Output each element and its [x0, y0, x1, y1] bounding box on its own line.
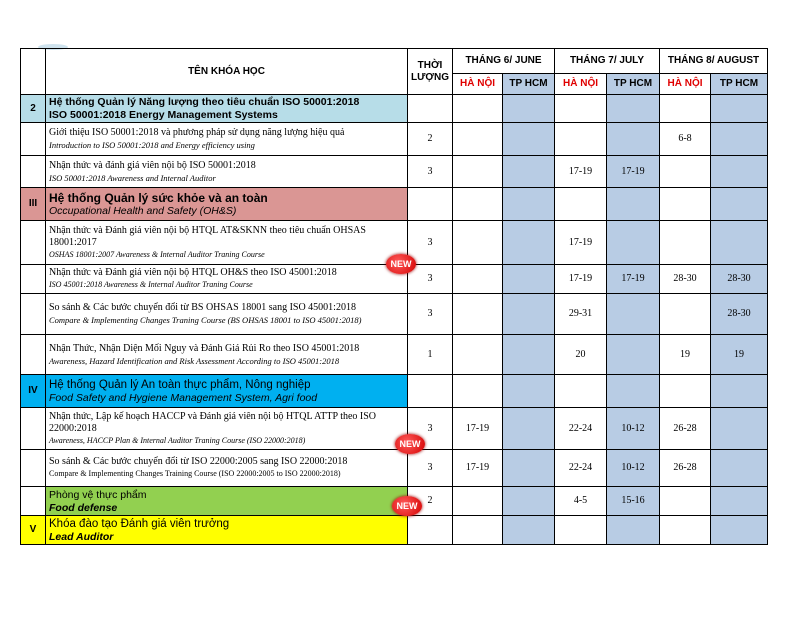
date-cell: [453, 221, 503, 265]
date-cell: 15-16: [607, 487, 660, 516]
section-row-lead-auditor: [21, 516, 768, 545]
city-hcm-june: TP HCM: [503, 74, 555, 95]
date-cell: 26-28: [660, 408, 711, 450]
course-duration: 3: [408, 221, 453, 265]
course-row: [21, 294, 768, 335]
date-cell: [453, 265, 503, 294]
date-cell: 17-19: [453, 408, 503, 450]
section-number: IV: [21, 375, 46, 408]
header-month-july: THÁNG 7/ JULY: [555, 49, 660, 74]
date-cell: [607, 294, 660, 335]
course-row: [21, 335, 768, 375]
date-cell: [660, 294, 711, 335]
section-title: Khóa đào tạo Đánh giá viên trưởng Lead Auditor: [46, 516, 408, 545]
date-cell: 4-5: [555, 487, 607, 516]
date-cell: [711, 156, 768, 188]
course-duration: 3: [408, 294, 453, 335]
date-cell: [503, 221, 555, 265]
section-row-energy: [21, 95, 768, 123]
date-cell: [607, 221, 660, 265]
date-cell: 29-31: [555, 294, 607, 335]
header-row: [21, 49, 768, 74]
course-title: Nhận thức, Lập kế hoạch HACCP và Đánh giá viên nội bộ HTQL ATTP theo ISO 22000:2018 Awareness, HACCP Plan & Internal Auditor Traning Course (ISO 22000:2018): [46, 408, 408, 450]
date-cell: [607, 335, 660, 375]
date-cell: 22-24: [555, 450, 607, 487]
section-number: 2: [21, 95, 46, 123]
date-cell: 17-19: [555, 156, 607, 188]
header-month-august: THÁNG 8/ AUGUST: [660, 49, 768, 74]
date-cell: [503, 265, 555, 294]
course-duration: 1: [408, 335, 453, 375]
city-hanoi-june: HÀ NỘI: [453, 74, 503, 95]
section-row-ohs: [21, 188, 768, 221]
course-row: [21, 156, 768, 188]
course-duration: 2: [408, 487, 453, 516]
date-cell: 17-19: [555, 265, 607, 294]
course-duration: 3: [408, 450, 453, 487]
date-cell: [453, 156, 503, 188]
course-title: Giới thiệu ISO 50001:2018 và phương pháp sử dụng năng lượng hiệu quả Introduction to ISO 50001:2018 and Energy efficiency using: [46, 123, 408, 156]
course-duration: 3: [408, 156, 453, 188]
date-cell: [503, 487, 555, 516]
date-cell: 28-30: [711, 265, 768, 294]
course-title: Phòng vệ thực phẩm Food defense: [46, 487, 408, 516]
date-cell: [503, 450, 555, 487]
date-cell: 19: [660, 335, 711, 375]
date-cell: [711, 450, 768, 487]
date-cell: 10-12: [607, 408, 660, 450]
header-num-cell: [21, 49, 46, 95]
city-hcm-august: TP HCM: [711, 74, 768, 95]
section-number: V: [21, 516, 46, 545]
course-title: So sánh & Các bước chuyển đổi từ BS OHSAS 18001 sang ISO 45001:2018 Compare & Implementing Changes Traning Course (BS OHSAS 18001 to ISO 45001:2018): [46, 294, 408, 335]
new-badge: NEW: [386, 254, 416, 274]
city-hanoi-august: HÀ NỘI: [660, 74, 711, 95]
section-title: Hệ thống Quản lý An toàn thực phẩm, Nông nghiệp Food Safety and Hygiene Management System, Agri food: [46, 375, 408, 408]
course-duration: 3: [408, 265, 453, 294]
date-cell: [503, 294, 555, 335]
city-hcm-july: TP HCM: [607, 74, 660, 95]
date-cell: [453, 335, 503, 375]
date-cell: 28-30: [711, 294, 768, 335]
new-badge: NEW: [395, 434, 425, 454]
date-cell: 10-12: [607, 450, 660, 487]
date-cell: 17-19: [555, 221, 607, 265]
course-duration: 3: [408, 408, 453, 450]
date-cell: 20: [555, 335, 607, 375]
date-cell: 17-19: [453, 450, 503, 487]
course-row: [21, 450, 768, 487]
date-cell: [711, 123, 768, 156]
new-badge: NEW: [392, 496, 422, 516]
course-row: [21, 123, 768, 156]
section-number: III: [21, 188, 46, 221]
date-cell: 17-19: [607, 265, 660, 294]
course-title: Nhận thức và Đánh giá viên nội bộ HTQL AT&SKNN theo tiêu chuẩn OHSAS 18001:2017 OSHAS 18001:2007 Awareness & Internal Auditor Traning Course: [46, 221, 408, 265]
date-cell: 28-30: [660, 265, 711, 294]
course-title: Nhận Thức, Nhận Diện Mối Nguy và Đánh Giá Rủi Ro theo ISO 45001:2018 Awareness, Hazard Identification and Risk Assessment According to ISO 45001:2018: [46, 335, 408, 375]
course-title: Nhận thức và đánh giá viên nội bộ ISO 50001:2018 ISO 50001:2018 Awareness and Internal Auditor: [46, 156, 408, 188]
date-cell: [660, 221, 711, 265]
section-title: Hệ thống Quản lý sức khỏe và an toàn Occupational Health and Safety (OH&S): [46, 188, 408, 221]
date-cell: 6-8: [660, 123, 711, 156]
date-cell: [711, 408, 768, 450]
training-schedule-table: [20, 48, 768, 545]
course-row: [21, 408, 768, 450]
header-duration: THỜI LƯỢNG: [408, 49, 453, 95]
date-cell: [711, 487, 768, 516]
date-cell: [453, 123, 503, 156]
course-title: So sánh & Các bước chuyển đổi từ ISO 22000:2005 sang ISO 22000:2018 Compare & Implementing Changes Training Course (ISO 22000:2005 to ISO 22000:2018): [46, 450, 408, 487]
course-title: Nhận thức và Đánh giá viên nội bộ HTQL OH&S theo ISO 45001:2018 ISO 45001:2018 Awareness & Internal Auditor Traning Course: [46, 265, 408, 294]
date-cell: [503, 123, 555, 156]
header-month-june: THÁNG 6/ JUNE: [453, 49, 555, 74]
date-cell: 19: [711, 335, 768, 375]
date-cell: [503, 156, 555, 188]
city-hanoi-july: HÀ NỘI: [555, 74, 607, 95]
date-cell: 22-24: [555, 408, 607, 450]
date-cell: [660, 487, 711, 516]
date-cell: 17-19: [607, 156, 660, 188]
date-cell: [555, 123, 607, 156]
date-cell: [660, 156, 711, 188]
course-duration: 2: [408, 123, 453, 156]
date-cell: [607, 123, 660, 156]
date-cell: [503, 335, 555, 375]
date-cell: [453, 294, 503, 335]
section-row-food: [21, 375, 768, 408]
section-title: Hệ thống Quản lý Năng lượng theo tiêu chuẩn ISO 50001:2018 ISO 50001:2018 Energy Management Systems: [46, 95, 408, 123]
date-cell: 26-28: [660, 450, 711, 487]
date-cell: [711, 221, 768, 265]
header-course-name: TÊN KHÓA HỌC: [46, 49, 408, 95]
date-cell: [453, 487, 503, 516]
date-cell: [503, 408, 555, 450]
